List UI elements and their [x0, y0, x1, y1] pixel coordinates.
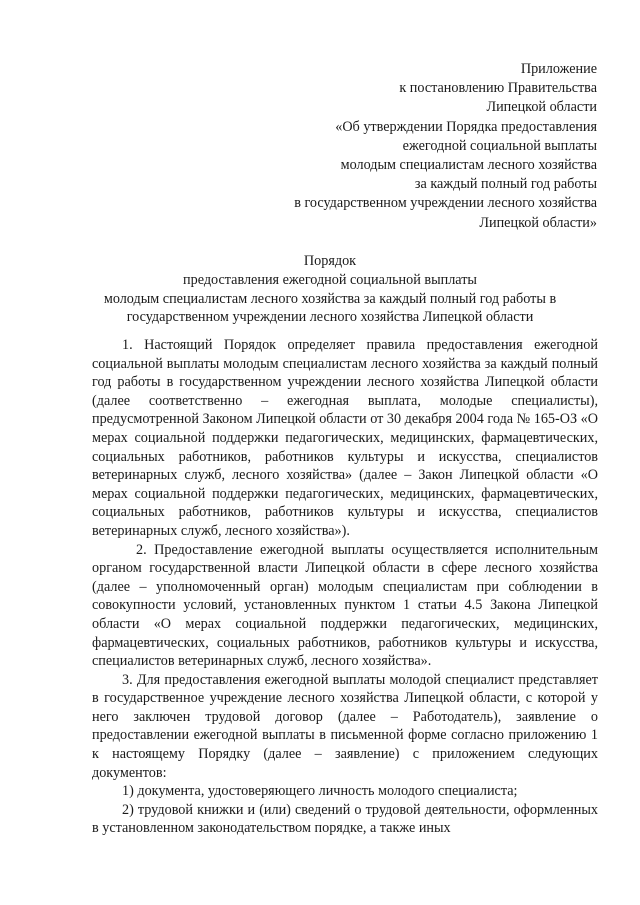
annex-line: Приложение — [520, 61, 597, 77]
annex-line: ежегодной социальной выплаты — [402, 137, 597, 154]
annex-line: к постановлению Правительства — [399, 80, 597, 97]
list-item-1: 1) документа, удостоверяющего личность молодого специалиста; — [122, 783, 518, 800]
paragraph-3: 3. Для предоставления ежегодной выплаты молодой специалист представляет в государственное учреждение лесного хозяйства Липецкой области, с которой у него заключен трудовой договор (далее – Работодатель), заявление о предоставлении ежегодной выплаты в письменной форме согласно приложению 1 к настоящему Порядку (далее – заявление) с приложением следующих документов: — [92, 671, 598, 781]
title-line: предоставления ежегодной социальной выплаты — [183, 271, 477, 288]
annex-line: Липецкой области — [486, 99, 597, 116]
paragraph-2: 2. Предоставление ежегодной выплаты осуществляется исполнительным органом государственной власти Липецкой области в сфере лесного хозяйства (далее – уполномоченный орган) молодым специалистам при соблюдении в совокупности условий, установленных пунктом 1 статьи 4.5 Закона Липецкой области «О мерах социальной поддержки педагогических, медицинских, фармацевтических, социальных работников, работников культуры и искусства, специалистов ветеринарных служб, лесного хозяйства». — [92, 541, 598, 670]
title-line: молодым специалистам лесного хозяйства за каждый полный год работы в — [103, 290, 557, 307]
title-line: Порядок — [303, 253, 357, 269]
title-line: государственном учреждении лесного хозяйства Липецкой области — [126, 309, 534, 326]
document-body — [92, 336, 598, 838]
annex-header — [237, 60, 597, 233]
paragraph-1: 1. Настоящий Порядок определяет правила предоставления ежегодной социальной выплаты молодым специалистам лесного хозяйства за каждый полный год работы в государственном учреждении лесного хозяйства Липецкой области (далее соответственно – ежегодная выплата, молодые специалисты), предусмотренной Законом Липецкой области от 30 декабря 2004 года № 165-ОЗ «О мерах социальной поддержки педагогических, медицинских, фармацевтических, социальных работников, работников культуры и искусства, специалистов ветеринарных служб, лесного хозяйства» (далее – Закон Липецкой области «О мерах социальной поддержки педагогических, медицинских, фармацевтических, социальных работников, работников культуры и искусства, специалистов ветеринарных служб, лесного хозяйства»). — [92, 337, 598, 539]
annex-line: в государственном учреждении лесного хозяйства — [294, 195, 597, 212]
annex-line: «Об утверждении Порядка предоставления — [335, 118, 597, 135]
annex-line: Липецкой области» — [479, 214, 597, 231]
document-title — [60, 252, 600, 327]
annex-line: молодым специалистам лесного хозяйства — [340, 157, 597, 174]
annex-line: за каждый полный год работы — [414, 176, 597, 193]
list-item-2: 2) трудовой книжки и (или) сведений о трудовой деятельности, оформленных в установленном законодательством порядке, а также иных — [92, 801, 598, 837]
